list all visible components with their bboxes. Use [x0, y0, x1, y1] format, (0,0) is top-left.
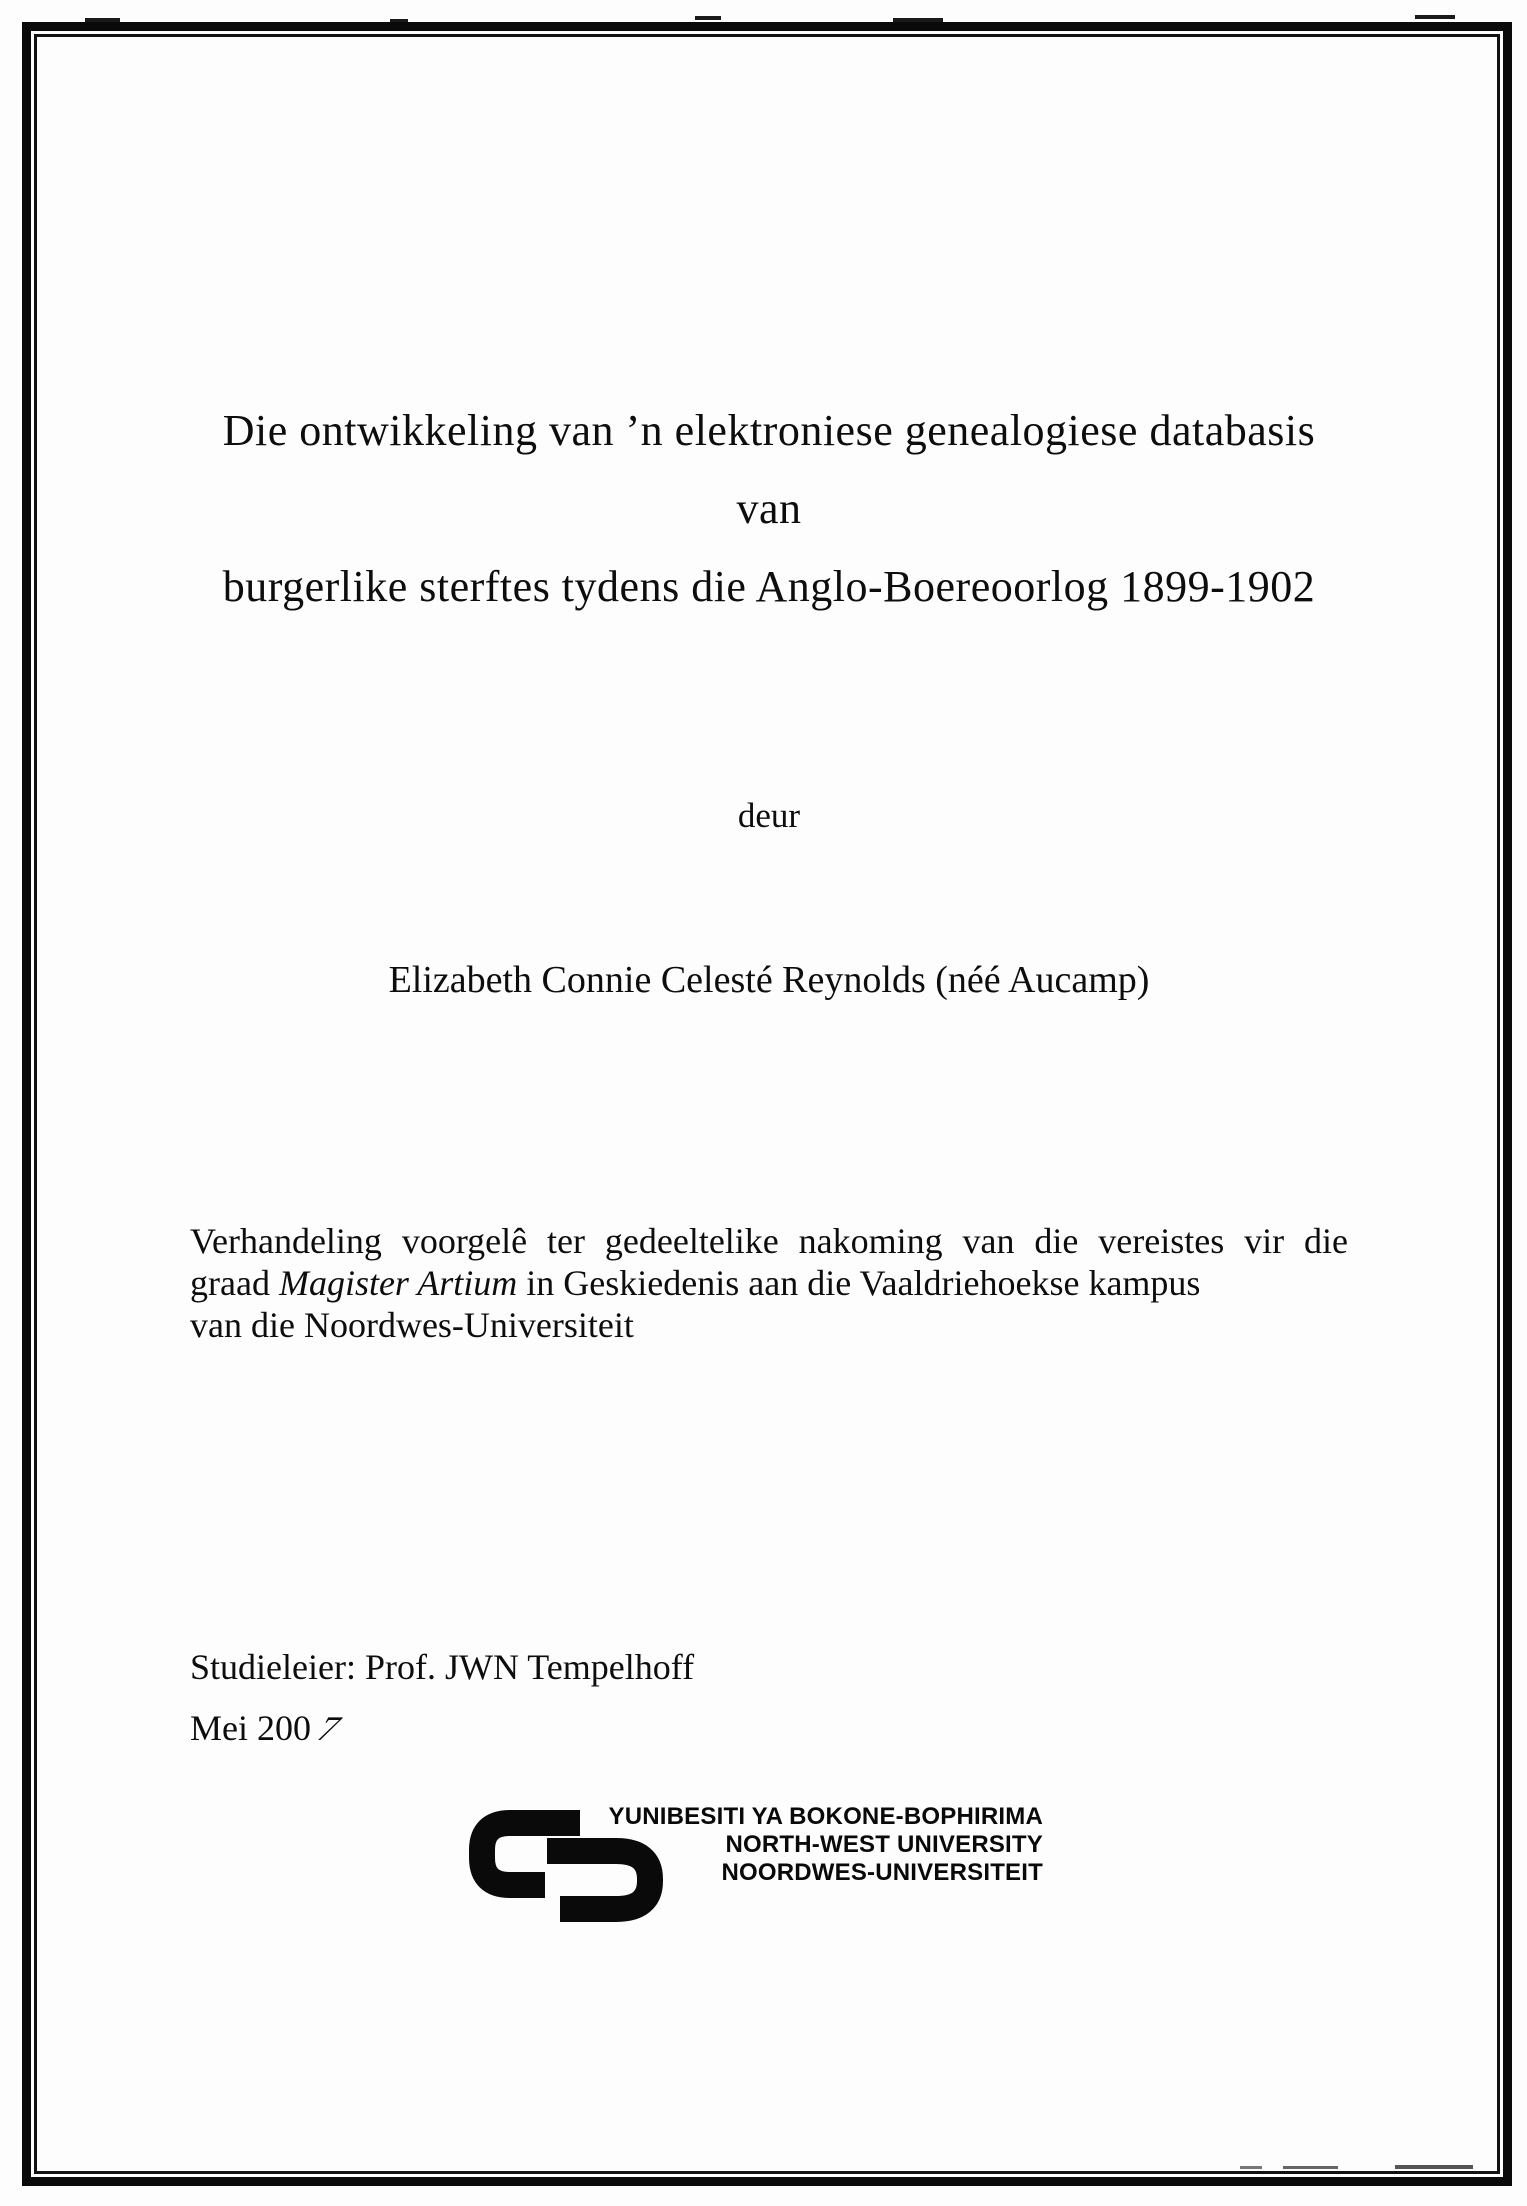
author-name: Elizabeth Connie Celesté Reynolds (néé Aucamp) — [388, 959, 1150, 1001]
submission-line-3: van die Noordwes-Universiteit — [190, 1305, 634, 1345]
title-line-2: burgerlike sterftes tydens die Anglo-Boereoorlog 1899-1902 — [222, 562, 1316, 611]
scan-artifact — [1415, 15, 1455, 19]
byline-deur: deur — [737, 796, 801, 835]
date-line — [190, 1706, 1348, 1750]
submission-line-2-suffix: in Geskiedenis aan die Vaaldriehoekse kampus — [517, 1263, 1201, 1303]
supervisor-line: Studieleier: Prof. JWN Tempelhoff — [190, 1647, 695, 1687]
degree-name-italic: Magister Artium — [278, 1263, 518, 1303]
logo-line-2: NORTH-WEST UNIVERSITY — [725, 1831, 1043, 1858]
thesis-title — [190, 392, 1348, 626]
title-line-1: Die ontwikkeling van ’n elektroniese genealogiese databasis van — [222, 406, 1316, 533]
logo-line-1: YUNIBESITI YA BOKONE-BOPHIRIMA — [608, 1803, 1043, 1830]
submission-line-2 — [190, 1262, 1348, 1304]
date-prefix: Mei 200 — [190, 1708, 311, 1748]
scan-artifact — [695, 16, 721, 20]
submission-line-2-prefix: graad — [190, 1263, 279, 1303]
logo-line-3: NOORDWES-UNIVERSITEIT — [721, 1859, 1043, 1886]
university-logo — [468, 1800, 1088, 1930]
logo-text — [585, 1803, 1043, 1887]
scan-artifact — [1240, 2166, 1262, 2169]
scan-artifact — [1283, 2166, 1338, 2169]
scan-artifact — [85, 18, 120, 22]
scan-artifact — [1395, 2165, 1473, 2169]
date-last-digit: 7 — [309, 1709, 349, 1748]
submission-paragraph — [190, 1220, 1348, 1346]
scan-artifact — [390, 19, 408, 22]
scan-artifact — [893, 18, 943, 22]
supervisor-block — [190, 1645, 1348, 1750]
submission-line-1: Verhandeling voorgelê ter gedeeltelike nakoming van die vereistes vir die — [190, 1221, 1348, 1261]
